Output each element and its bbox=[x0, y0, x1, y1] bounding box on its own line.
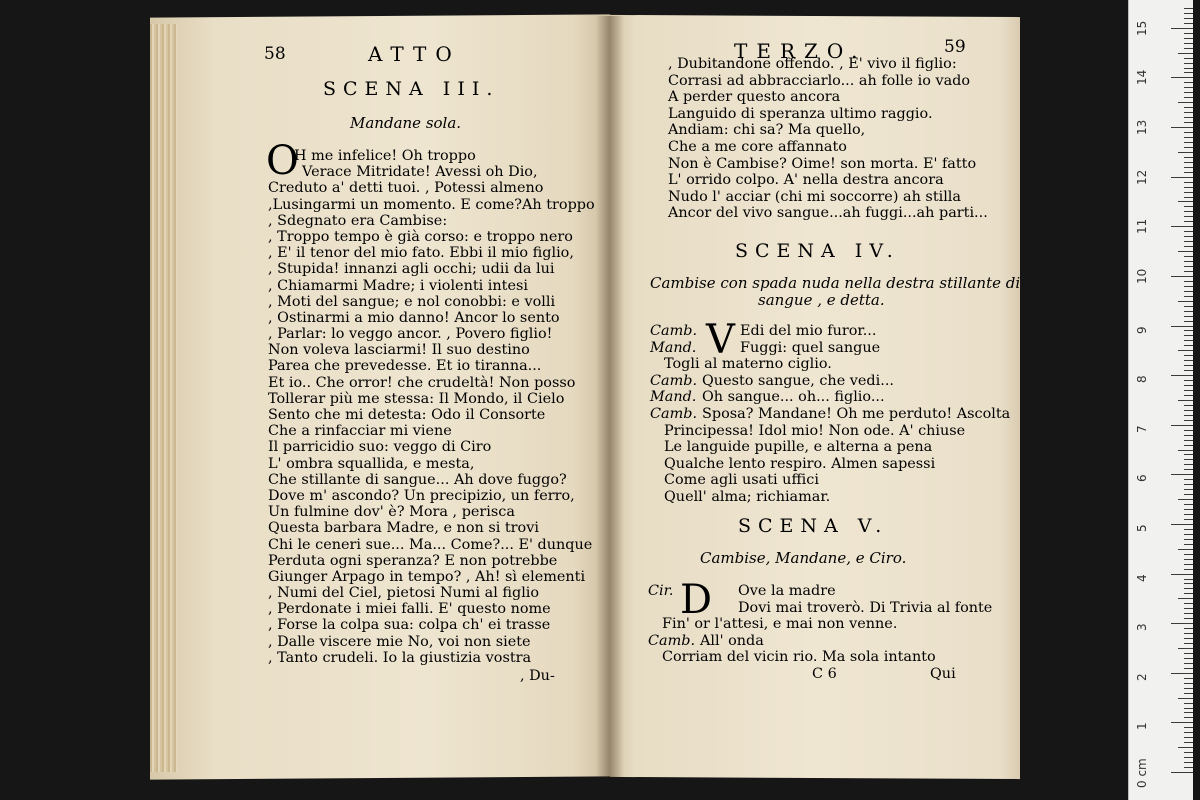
ruler-tick bbox=[1184, 13, 1193, 14]
ruler-tick bbox=[1184, 335, 1193, 336]
ruler-tick bbox=[1184, 663, 1193, 664]
ruler-tick bbox=[1178, 301, 1193, 302]
ruler-number: 4 bbox=[1135, 573, 1149, 582]
ruler-tick bbox=[1178, 102, 1193, 103]
ruler-tick bbox=[1184, 380, 1193, 381]
ruler-tick bbox=[1184, 266, 1193, 267]
ruler-tick bbox=[1184, 48, 1193, 49]
ruler-tick bbox=[1184, 742, 1193, 743]
ruler-number: 6 bbox=[1135, 474, 1149, 483]
dialogue-line bbox=[650, 439, 1010, 456]
speaker-label: Camb. bbox=[648, 632, 696, 649]
ruler-tick bbox=[1171, 375, 1193, 376]
signature-mark: C 6 bbox=[812, 666, 837, 682]
ruler-tick bbox=[1184, 484, 1193, 485]
ruler-tick bbox=[1184, 92, 1193, 93]
text-line: ,Lusingarmi un momento. E come?Ah troppo bbox=[268, 196, 595, 213]
dialogue-text: Oh sangue... oh... figlio... bbox=[702, 389, 885, 406]
ruler-tick bbox=[1184, 23, 1193, 24]
measurement-ruler bbox=[1128, 0, 1193, 800]
text-line: Che stillante di sangue... Ah dove fuggo? bbox=[268, 471, 567, 488]
scene-4-title: SCENA IV. bbox=[735, 240, 900, 262]
ruler-tick bbox=[1184, 554, 1193, 555]
speaker-label: Camb. bbox=[650, 372, 698, 389]
ruler-tick bbox=[1184, 435, 1193, 436]
book-gutter bbox=[596, 16, 624, 778]
ruler-tick bbox=[1184, 618, 1193, 619]
ruler-tick bbox=[1184, 534, 1193, 535]
text-line: Andiam: chi sa? Ma quello, bbox=[668, 122, 866, 139]
right-page-text-top bbox=[668, 56, 988, 222]
ruler-tick bbox=[1184, 415, 1193, 416]
dialogue-line bbox=[650, 456, 1010, 473]
ruler-tick bbox=[1184, 330, 1193, 331]
ruler-tick bbox=[1178, 648, 1193, 649]
text-line: , Ostinarmi a mio danno! Ancor lo sento bbox=[268, 309, 560, 326]
ruler-number: 7 bbox=[1135, 425, 1149, 433]
ruler-tick bbox=[1184, 579, 1193, 580]
text-line: , Parlar: lo veggo ancor. , Povero figlio! bbox=[268, 326, 553, 343]
ruler-tick bbox=[1178, 747, 1193, 748]
ruler-number: 5 bbox=[1135, 524, 1149, 532]
ruler-tick bbox=[1184, 628, 1193, 629]
left-running-header: ATTO bbox=[368, 42, 461, 66]
scene-4-dialogue bbox=[650, 323, 1010, 506]
ruler-tick bbox=[1184, 187, 1193, 188]
text-line: Languido di speranza ultimo raggio. bbox=[668, 105, 933, 122]
ruler-tick bbox=[1184, 683, 1193, 684]
ruler-tick bbox=[1184, 494, 1193, 495]
dialogue-line bbox=[648, 600, 992, 617]
ruler-number: 8 bbox=[1135, 375, 1149, 384]
ruler-tick bbox=[1184, 206, 1193, 207]
text-line: , Dalle viscere mie No, voi non siete bbox=[268, 633, 531, 650]
ruler-tick bbox=[1184, 678, 1193, 679]
ruler-tick bbox=[1184, 58, 1193, 59]
ruler-number: 12 bbox=[1135, 169, 1149, 185]
ruler-tick bbox=[1184, 638, 1193, 639]
dialogue-text: Fin' or l'attesi, e mai non venne. bbox=[662, 616, 898, 633]
ruler-tick bbox=[1184, 564, 1193, 565]
ruler-tick bbox=[1184, 583, 1193, 584]
ruler-tick bbox=[1184, 569, 1193, 570]
ruler-tick bbox=[1184, 157, 1193, 158]
ruler-tick bbox=[1184, 241, 1193, 242]
dialogue-text: Quell' alma; richiamar. bbox=[664, 488, 831, 505]
scene-4-caption-line-1: Cambise con spada nuda nella destra stillante di bbox=[650, 274, 1021, 292]
ruler-tick bbox=[1184, 97, 1193, 98]
speaker-label: Camb. bbox=[650, 323, 698, 339]
text-line: Un fulmine dov' è? Mora , perisca bbox=[268, 504, 515, 521]
dialogue-text: Fuggi: quel sangue bbox=[740, 339, 881, 356]
ruler-tick bbox=[1184, 762, 1193, 763]
ruler-tick bbox=[1171, 326, 1193, 327]
ruler-tick bbox=[1184, 43, 1193, 44]
text-line: Dove m' ascondo? Un precipizio, un ferro, bbox=[268, 487, 575, 504]
text-line: Chi le ceneri sue... Ma... Come?... E' dunque bbox=[268, 536, 593, 553]
ruler-tick bbox=[1184, 340, 1193, 341]
ruler-number: 11 bbox=[1135, 219, 1149, 235]
scene-5-caption: Cambise, Mandane, e Ciro. bbox=[700, 549, 907, 567]
text-line: , Tanto crudeli. Io la giustizia vostra bbox=[268, 649, 532, 666]
text-line: Perduta ogni speranza? E non potrebbe bbox=[268, 552, 558, 569]
ruler-tick bbox=[1184, 18, 1193, 19]
ruler-tick bbox=[1178, 152, 1193, 153]
ruler-tick bbox=[1184, 732, 1193, 733]
ruler-tick bbox=[1184, 63, 1193, 64]
dialogue-text: Principessa! Idol mio! Non ode. A' chiuse bbox=[664, 422, 966, 439]
ruler-tick bbox=[1184, 72, 1193, 73]
text-line: , Chiamarmi Madre; i violenti intesi bbox=[268, 277, 528, 294]
dialogue-text: Qualche lento respiro. Almen sapessi bbox=[664, 455, 936, 472]
ruler-tick bbox=[1178, 598, 1193, 599]
ruler-tick bbox=[1178, 251, 1193, 252]
ruler-tick bbox=[1184, 668, 1193, 669]
ruler-number: 10 bbox=[1135, 268, 1149, 284]
ruler-tick bbox=[1171, 574, 1193, 575]
text-line: Corrasi ad abbracciarlo... ah folle io vado bbox=[668, 72, 971, 89]
scene-4-drop-cap: V bbox=[706, 317, 735, 363]
ruler-number: 14 bbox=[1135, 70, 1149, 86]
text-line: Parea che prevedesse. Et io tiranna... bbox=[268, 358, 542, 375]
ruler-tick bbox=[1184, 246, 1193, 247]
right-page-number: 59 bbox=[944, 37, 966, 57]
ruler-tick bbox=[1184, 658, 1193, 659]
ruler-tick bbox=[1184, 767, 1193, 768]
scene-5-drop-cap: D bbox=[680, 577, 713, 623]
ruler-tick bbox=[1178, 201, 1193, 202]
dialogue-text: Dovi mai troverò. Di Trivia al fonte bbox=[738, 599, 993, 616]
ruler-tick bbox=[1184, 271, 1193, 272]
text-line: , Perdonate i miei falli. E' questo nome bbox=[268, 601, 551, 618]
dialogue-line bbox=[648, 583, 992, 600]
text-line: Tollerar più me stessa: Il Mondo, il Cielo bbox=[268, 390, 565, 407]
text-line: Che a rinfacciar mi viene bbox=[268, 423, 452, 440]
dialogue-text: Corriam del vicin rio. Ma sola intanto bbox=[662, 649, 936, 666]
text-line: , Moti del sangue; e nol conobbi: e volli bbox=[268, 293, 556, 310]
ruler-tick bbox=[1184, 87, 1193, 88]
text-line: L' orrido colpo. A' nella destra ancora bbox=[668, 172, 944, 189]
ruler-tick bbox=[1184, 752, 1193, 753]
ruler-tick bbox=[1184, 286, 1193, 287]
ruler-tick bbox=[1184, 509, 1193, 510]
text-line: , Troppo tempo è già corso: e troppo nero bbox=[268, 228, 573, 245]
dialogue-text: Sposa? Mandane! Oh me perduto! Ascolta bbox=[702, 405, 1011, 422]
ruler-number: 15 bbox=[1135, 20, 1149, 36]
ruler-tick bbox=[1184, 479, 1193, 480]
ruler-tick bbox=[1184, 385, 1193, 386]
dialogue-text: Questo sangue, che vedi... bbox=[702, 372, 894, 389]
ruler-tick bbox=[1184, 440, 1193, 441]
right-catchword: Qui bbox=[930, 666, 956, 682]
ruler-tick bbox=[1184, 281, 1193, 282]
text-line: Giunger Arpago in tempo? , Ah! sì elementi bbox=[268, 568, 586, 585]
ruler-tick bbox=[1171, 673, 1193, 674]
ruler-tick bbox=[1184, 757, 1193, 758]
ruler-number: 9 bbox=[1135, 325, 1149, 334]
ruler-tick bbox=[1171, 177, 1193, 178]
ruler-tick bbox=[1171, 77, 1193, 78]
ruler-tick bbox=[1184, 469, 1193, 470]
ruler-tick bbox=[1184, 712, 1193, 713]
ruler-tick bbox=[1184, 132, 1193, 133]
dialogue-line bbox=[650, 489, 1010, 506]
ruler-tick bbox=[1184, 137, 1193, 138]
ruler-tick bbox=[1184, 544, 1193, 545]
ruler-tick bbox=[1184, 221, 1193, 222]
ruler-tick bbox=[1171, 772, 1193, 773]
ruler-tick bbox=[1171, 623, 1193, 624]
ruler-tick bbox=[1184, 430, 1193, 431]
ruler-tick bbox=[1184, 708, 1193, 709]
dialogue-line bbox=[648, 616, 992, 633]
dialogue-line bbox=[648, 633, 992, 650]
ruler-tick bbox=[1184, 167, 1193, 168]
text-line: Nudo l' acciar (chi mi soccorre) ah stilla bbox=[668, 188, 961, 205]
speaker-label: Cir. bbox=[648, 583, 674, 599]
ruler-tick bbox=[1184, 727, 1193, 728]
text-line: H me infelice! Oh troppo bbox=[294, 148, 476, 164]
dialogue-text: Le languide pupille, e alterna a pena bbox=[664, 439, 933, 456]
dialogue-text: Togli al materno ciglio. bbox=[664, 356, 832, 373]
dialogue-line bbox=[650, 423, 1010, 440]
dialogue-line bbox=[650, 406, 1010, 423]
ruler-tick bbox=[1184, 395, 1193, 396]
ruler-tick bbox=[1184, 360, 1193, 361]
ruler-tick bbox=[1184, 489, 1193, 490]
ruler-tick bbox=[1184, 608, 1193, 609]
ruler-tick bbox=[1184, 643, 1193, 644]
text-line: L' ombra squallida, e mesta, bbox=[268, 455, 475, 472]
ruler-tick bbox=[1184, 107, 1193, 108]
ruler-tick bbox=[1184, 459, 1193, 460]
ruler-tick bbox=[1184, 603, 1193, 604]
dialogue-line bbox=[650, 472, 1010, 489]
ruler-tick bbox=[1184, 693, 1193, 694]
ruler-tick bbox=[1184, 365, 1193, 366]
ruler-tick bbox=[1184, 38, 1193, 39]
ruler-tick bbox=[1184, 68, 1193, 69]
left-page-text bbox=[268, 148, 595, 666]
ruler-tick bbox=[1184, 8, 1193, 9]
left-page-number: 58 bbox=[264, 44, 286, 64]
scene-5-dialogue bbox=[648, 583, 992, 666]
ruler-tick bbox=[1184, 688, 1193, 689]
ruler-tick bbox=[1184, 539, 1193, 540]
ruler-tick bbox=[1184, 529, 1193, 530]
ruler-tick bbox=[1184, 112, 1193, 113]
speaker-label: Camb. bbox=[650, 405, 698, 422]
text-line: Questa barbara Madre, e non si trovi bbox=[268, 520, 539, 537]
ruler-tick bbox=[1171, 425, 1193, 426]
ruler-tick bbox=[1184, 613, 1193, 614]
ruler-tick bbox=[1184, 633, 1193, 634]
ruler-tick bbox=[1184, 82, 1193, 83]
ruler-tick bbox=[1171, 276, 1193, 277]
text-line: , Dubitandone offendo. , E' vivo il figlio: bbox=[668, 56, 957, 72]
ruler-tick bbox=[1184, 306, 1193, 307]
ruler-tick bbox=[1184, 236, 1193, 237]
ruler-number: 13 bbox=[1135, 119, 1149, 136]
ruler-tick bbox=[1184, 182, 1193, 183]
ruler-tick bbox=[1178, 549, 1193, 550]
ruler-tick bbox=[1184, 355, 1193, 356]
ruler-tick bbox=[1184, 454, 1193, 455]
text-line: , Sdegnato era Cambise: bbox=[268, 212, 448, 229]
ruler-tick bbox=[1184, 390, 1193, 391]
dialogue-text: Edi del mio furor... bbox=[740, 323, 877, 339]
ruler-tick bbox=[1184, 519, 1193, 520]
ruler-tick bbox=[1184, 311, 1193, 312]
dialogue-text: Come agli usati uffici bbox=[664, 472, 819, 489]
scene-5-title: SCENA V. bbox=[738, 515, 889, 537]
dialogue-text: Ove la madre bbox=[738, 583, 836, 599]
dialogue-line bbox=[650, 373, 1010, 390]
ruler-unit-label: 0 cm bbox=[1135, 758, 1149, 788]
ruler-tick bbox=[1184, 593, 1193, 594]
dialogue-line bbox=[650, 340, 1010, 357]
ruler-tick bbox=[1184, 514, 1193, 515]
drop-cap: O bbox=[266, 138, 299, 184]
ruler-tick bbox=[1184, 464, 1193, 465]
ruler-tick bbox=[1178, 450, 1193, 451]
ruler-tick bbox=[1184, 717, 1193, 718]
text-line: Et io.. Che orror! che crudeltà! Non posso bbox=[268, 374, 576, 391]
right-running-header: TERZO. bbox=[734, 39, 867, 63]
text-line: Creduto a' detti tuoi. , Potessi almeno bbox=[268, 180, 544, 197]
ruler-tick bbox=[1184, 737, 1193, 738]
ruler-tick bbox=[1184, 261, 1193, 262]
ruler-tick bbox=[1184, 256, 1193, 257]
ruler-tick bbox=[1184, 588, 1193, 589]
text-line: Sento che mi detesta: Odo il Consorte bbox=[268, 407, 546, 423]
ruler-tick bbox=[1171, 28, 1193, 29]
page-edges bbox=[150, 24, 178, 772]
speaker-label: Mand. bbox=[650, 339, 697, 356]
dialogue-line bbox=[648, 649, 992, 666]
text-line: , Forse la colpa sua: colpa ch' ei trasse bbox=[268, 617, 551, 634]
text-line: Non è Cambise? Oime! son morta. E' fatto bbox=[668, 155, 977, 172]
ruler-tick bbox=[1178, 499, 1193, 500]
ruler-tick bbox=[1184, 405, 1193, 406]
ruler-number: 2 bbox=[1135, 673, 1149, 681]
ruler-tick bbox=[1184, 653, 1193, 654]
ruler-tick bbox=[1184, 192, 1193, 193]
ruler-tick bbox=[1178, 698, 1193, 699]
ruler-tick bbox=[1178, 350, 1193, 351]
ruler-tick bbox=[1184, 33, 1193, 34]
ruler-tick bbox=[1171, 722, 1193, 723]
ruler-tick bbox=[1184, 296, 1193, 297]
scene-3-caption: Mandane sola. bbox=[350, 114, 462, 132]
text-line: A perder questo ancora bbox=[668, 89, 841, 106]
text-line: Verace Mitridate! Avessi oh Dio, bbox=[302, 164, 538, 181]
ruler-tick bbox=[1184, 231, 1193, 232]
ruler-tick bbox=[1171, 524, 1193, 525]
ruler-tick bbox=[1178, 400, 1193, 401]
ruler-tick bbox=[1184, 117, 1193, 118]
dialogue-line bbox=[650, 389, 1010, 406]
ruler-tick bbox=[1184, 316, 1193, 317]
ruler-tick bbox=[1171, 226, 1193, 227]
ruler-number: 1 bbox=[1135, 722, 1149, 731]
ruler-tick bbox=[1184, 197, 1193, 198]
text-line: Ancor del vivo sangue...ah fuggi...ah parti... bbox=[668, 205, 988, 222]
ruler-tick bbox=[1184, 291, 1193, 292]
dialogue-text: All' onda bbox=[700, 632, 764, 649]
scene-4-caption-line-2: sangue , e detta. bbox=[758, 291, 885, 309]
ruler-tick bbox=[1171, 474, 1193, 475]
ruler-number: 3 bbox=[1135, 623, 1149, 632]
ruler-tick bbox=[1184, 420, 1193, 421]
text-line: Che a me core affannato bbox=[668, 138, 847, 155]
ruler-tick bbox=[1184, 142, 1193, 143]
ruler-tick bbox=[1184, 216, 1193, 217]
ruler-tick bbox=[1184, 703, 1193, 704]
ruler-tick bbox=[1184, 321, 1193, 322]
ruler-tick bbox=[1184, 504, 1193, 505]
text-line: , Numi del Ciel, pietosi Numi al figlio bbox=[268, 585, 540, 602]
dialogue-line bbox=[650, 323, 1010, 340]
ruler-tick bbox=[1184, 172, 1193, 173]
ruler-tick bbox=[1184, 162, 1193, 163]
ruler-tick bbox=[1184, 147, 1193, 148]
ruler-tick bbox=[1184, 122, 1193, 123]
ruler-tick bbox=[1184, 370, 1193, 371]
ruler-tick bbox=[1171, 127, 1193, 128]
speaker-label: Mand. bbox=[650, 389, 697, 406]
ruler-tick bbox=[1178, 53, 1193, 54]
text-line: Il parricidio suo: veggo di Ciro bbox=[268, 439, 492, 456]
ruler-tick bbox=[1184, 559, 1193, 560]
dialogue-line bbox=[650, 356, 1010, 373]
ruler-tick bbox=[1184, 345, 1193, 346]
ruler-tick bbox=[1184, 410, 1193, 411]
text-line: , Stupida! innanzi agli occhi; udii da lui bbox=[268, 261, 555, 278]
text-line: , E' il tenor del mio fato. Ebbi il mio figlio, bbox=[268, 245, 574, 262]
text-line: Non voleva lasciarmi! Il suo destino bbox=[268, 342, 530, 359]
ruler-tick bbox=[1184, 211, 1193, 212]
scene-3-title: SCENA III. bbox=[323, 78, 500, 100]
ruler-tick bbox=[1184, 445, 1193, 446]
left-catchword: , Du- bbox=[520, 668, 555, 684]
